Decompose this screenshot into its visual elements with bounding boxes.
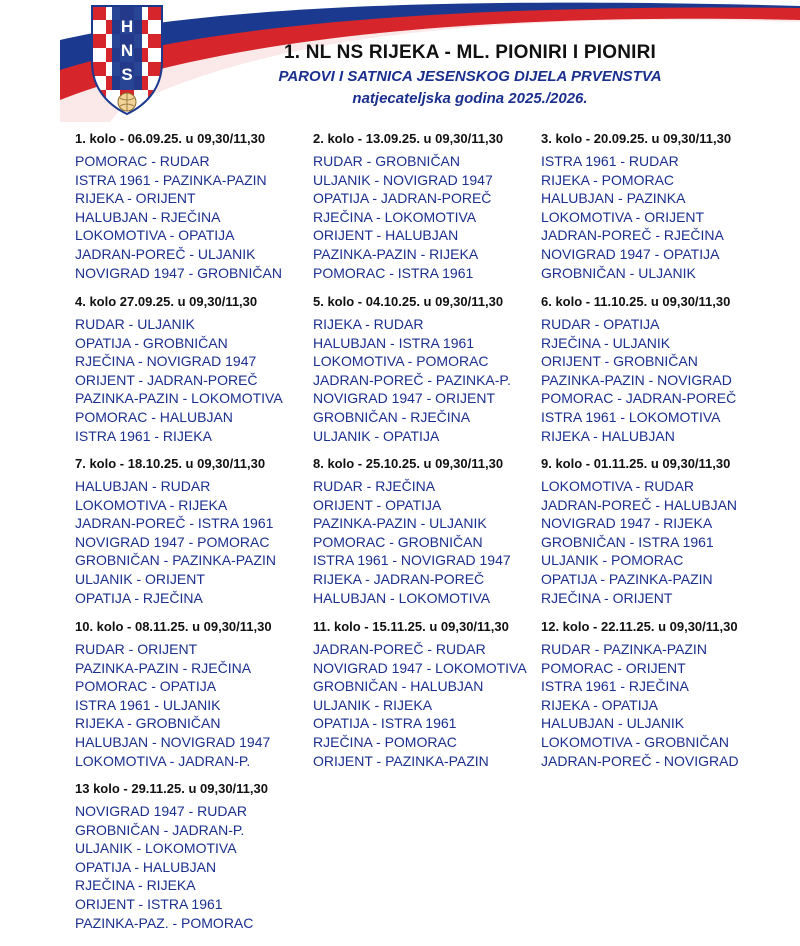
match-pair: ISTRA 1961 - NOVIGRAD 1947 — [313, 552, 511, 569]
round-title: 9. kolo - 01.11.25. u 09,30/11,30 — [541, 456, 731, 471]
match-list — [313, 152, 563, 282]
match-pair: ISTRA 1961 - ULJANIK — [75, 696, 221, 713]
match-pair: HALUBJAN - RJEČINA — [75, 208, 221, 225]
match-pair: LOKOMOTIVA - GROBNIČAN — [541, 733, 729, 750]
match-pair: GROBNIČAN - ISTRA 1961 — [541, 533, 714, 550]
match-pair: LOKOMOTIVA - POMORAC — [313, 353, 489, 370]
match-pair: JADRAN-POREČ - NOVIGRAD — [541, 752, 739, 769]
match-pair: OPATIJA - GROBNIČAN — [75, 334, 228, 351]
match-list — [541, 315, 791, 445]
match-pair: NOVIGRAD 1947 - RUDAR — [75, 803, 247, 819]
match-pair: RJEČINA - ULJANIK — [541, 334, 671, 351]
match-list — [75, 152, 325, 282]
match-pair: JADRAN-POREČ - RJEČINA — [541, 227, 724, 244]
match-pair: LOKOMOTIVA - RUDAR — [541, 478, 694, 494]
match-pair: ULJANIK - ORIJENT — [75, 570, 205, 587]
match-pair: JADRAN-POREČ - HALUBJAN — [541, 496, 738, 513]
match-pair: RJEČINA - POMORAC — [313, 733, 457, 750]
match-list — [75, 640, 325, 770]
hns-logo-crest-icon — [82, 2, 172, 120]
match-pair: RIJEKA - HALUBJAN — [541, 427, 675, 444]
round-block — [313, 618, 563, 770]
match-pair: ULJANIK - POMORAC — [541, 552, 684, 569]
round-title: 1. kolo - 06.09.25. u 09,30/11,30 — [75, 131, 266, 146]
match-pair: OPATIJA - ISTRA 1961 — [313, 715, 457, 732]
match-pair: OPATIJA - PAZINKA-PAZIN — [541, 570, 713, 587]
match-pair: RIJEKA - OPATIJA — [541, 696, 658, 713]
match-pair: GROBNIČAN - ULJANIK — [541, 264, 696, 281]
match-pair: ULJANIK - OPATIJA — [313, 427, 440, 444]
round-block — [75, 780, 325, 932]
match-pair: RUDAR - OPATIJA — [541, 316, 660, 332]
match-pair: ISTRA 1961 - RUDAR — [541, 153, 679, 169]
match-pair: RJEČINA - RIJEKA — [75, 877, 196, 894]
match-pair: RIJEKA - JADRAN-POREČ — [313, 570, 485, 587]
round-block — [541, 293, 791, 445]
match-pair: RIJEKA - RUDAR — [313, 316, 424, 332]
round-title: 11. kolo - 15.11.25. u 09,30/11,30 — [313, 619, 509, 634]
match-pair: JADRAN-POREČ - ULJANIK — [75, 245, 256, 262]
round-title: 7. kolo - 18.10.25. u 09,30/11,30 — [75, 456, 266, 471]
match-pair: JADRAN-POREČ - ISTRA 1961 — [75, 515, 274, 532]
match-pair: GROBNIČAN - JADRAN-P. — [75, 821, 245, 838]
match-list — [75, 802, 325, 932]
round-block — [75, 618, 325, 770]
match-pair: LOKOMOTIVA - JADRAN-P. — [75, 752, 251, 769]
match-pair: LOKOMOTIVA - OPATIJA — [75, 227, 235, 244]
match-pair: HALUBJAN - NOVIGRAD 1947 — [75, 733, 271, 750]
match-pair: JADRAN-POREČ - PAZINKA-P. — [313, 371, 511, 388]
match-pair: LOKOMOTIVA - RIJEKA — [75, 496, 228, 513]
round-block — [313, 130, 563, 282]
match-pair: JADRAN-POREČ - RUDAR — [313, 641, 486, 657]
match-pair: POMORAC - OPATIJA — [75, 678, 217, 695]
round-title: 13 kolo - 29.11.25. u 09,30/11,30 — [75, 781, 268, 796]
match-pair: NOVIGRAD 1947 - RIJEKA — [541, 515, 713, 532]
round-block — [313, 455, 563, 607]
match-list — [541, 640, 791, 770]
match-pair: PAZINKA-PAZIN - NOVIGRAD — [541, 371, 732, 388]
match-pair: PAZINKA-PAZ. - POMORAC — [75, 914, 254, 931]
round-block — [541, 618, 791, 770]
match-list — [313, 477, 563, 607]
round-block — [541, 130, 791, 282]
match-pair: RJEČINA - NOVIGRAD 1947 — [75, 353, 257, 370]
match-list — [313, 640, 563, 770]
match-pair: HALUBJAN - LOKOMOTIVA — [313, 589, 491, 606]
match-pair: ORIJENT - GROBNIČAN — [541, 353, 698, 370]
match-pair: POMORAC - RUDAR — [75, 153, 210, 169]
round-title: 3. kolo - 20.09.25. u 09,30/11,30 — [541, 131, 732, 146]
match-pair: ORIJENT - OPATIJA — [313, 496, 442, 513]
round-title: 6. kolo - 11.10.25. u 09,30/11,30 — [541, 294, 731, 309]
match-pair: RUDAR - GROBNIČAN — [313, 153, 461, 169]
match-pair: POMORAC - ORIJENT — [541, 659, 686, 676]
match-pair: PAZINKA-PAZIN - RIJEKA — [313, 245, 479, 262]
match-pair: ULJANIK - RIJEKA — [313, 696, 433, 713]
match-pair: ISTRA 1961 - PAZINKA-PAZIN — [75, 171, 267, 188]
match-list — [75, 315, 325, 445]
match-pair: PAZINKA-PAZIN - ULJANIK — [313, 515, 487, 532]
match-pair: POMORAC - JADRAN-POREČ — [541, 390, 737, 407]
match-pair: OPATIJA - HALUBJAN — [75, 858, 217, 875]
match-list — [541, 152, 791, 282]
match-pair: PAZINKA-PAZIN - RJEČINA — [75, 659, 252, 676]
match-pair: GROBNIČAN - HALUBJAN — [313, 678, 484, 695]
match-pair: ORIJENT - ISTRA 1961 — [75, 895, 223, 912]
match-pair: RUDAR - ULJANIK — [75, 316, 195, 332]
match-pair: NOVIGRAD 1947 - POMORAC — [75, 533, 270, 550]
match-pair: OPATIJA - RJEČINA — [75, 589, 203, 606]
match-pair: NOVIGRAD 1947 - LOKOMOTIVA — [313, 659, 527, 676]
round-title: 8. kolo - 25.10.25. u 09,30/11,30 — [313, 456, 504, 471]
round-block — [541, 455, 791, 607]
season-label: natjecateljska godina 2025./2026. — [352, 90, 588, 107]
match-list — [75, 477, 325, 607]
league-title: 1. NL NS RIJEKA - ML. PIONIRI I PIONIRI — [283, 42, 656, 63]
match-pair: POMORAC - ISTRA 1961 — [313, 264, 474, 281]
svg-text:N: N — [120, 41, 134, 60]
match-pair: RUDAR - RJEČINA — [313, 478, 436, 494]
round-block — [313, 293, 563, 445]
match-pair: ISTRA 1961 - RIJEKA — [75, 427, 212, 444]
match-pair: RIJEKA - ORIJENT — [75, 190, 196, 207]
round-block — [75, 130, 325, 282]
round-title: 2. kolo - 13.09.25. u 09,30/11,30 — [313, 131, 504, 146]
match-pair: HALUBJAN - PAZINKA — [541, 190, 686, 207]
svg-text:H: H — [120, 17, 134, 36]
match-list — [541, 477, 791, 607]
match-pair: ORIJENT - HALUBJAN — [313, 227, 459, 244]
match-pair: GROBNIČAN - RJEČINA — [313, 408, 471, 425]
match-pair: HALUBJAN - ULJANIK — [541, 715, 685, 732]
match-pair: HALUBJAN - RUDAR — [75, 478, 211, 494]
match-pair: NOVIGRAD 1947 - GROBNIČAN — [75, 264, 282, 281]
match-pair: ULJANIK - NOVIGRAD 1947 — [313, 171, 493, 188]
match-pair: RUDAR - PAZINKA-PAZIN — [541, 641, 707, 657]
match-pair: LOKOMOTIVA - ORIJENT — [541, 208, 705, 225]
schedule-subtitle: PAROVI I SATNICA JESENSKOG DIJELA PRVENSTVA — [278, 68, 662, 85]
match-pair: ORIJENT - PAZINKA-PAZIN — [313, 752, 489, 769]
match-list — [313, 315, 563, 445]
match-pair: RUDAR - ORIJENT — [75, 641, 198, 657]
match-pair: POMORAC - HALUBJAN — [75, 408, 233, 425]
match-pair: RJEČINA - LOKOMOTIVA — [313, 208, 477, 225]
match-pair: GROBNIČAN - PAZINKA-PAZIN — [75, 552, 276, 569]
match-pair: RJEČINA - ORIJENT — [541, 589, 673, 606]
match-pair: RIJEKA - POMORAC — [541, 171, 675, 188]
round-title: 12. kolo - 22.11.25. u 09,30/11,30 — [541, 619, 738, 634]
match-pair: POMORAC - GROBNIČAN — [313, 533, 483, 550]
match-pair: ULJANIK - LOKOMOTIVA — [75, 840, 237, 857]
round-title: 4. kolo 27.09.25. u 09,30/11,30 — [75, 294, 258, 309]
match-pair: NOVIGRAD 1947 - ORIJENT — [313, 390, 496, 407]
header — [0, 0, 800, 122]
match-pair: OPATIJA - JADRAN-POREČ — [313, 190, 492, 207]
title-block — [190, 40, 750, 109]
round-block — [75, 293, 325, 445]
match-pair: ORIJENT - JADRAN-POREČ — [75, 371, 258, 388]
match-pair: PAZINKA-PAZIN - LOKOMOTIVA — [75, 390, 283, 407]
match-pair: ISTRA 1961 - RJEČINA — [541, 678, 689, 695]
round-title: 5. kolo - 04.10.25. u 09,30/11,30 — [313, 294, 504, 309]
round-block — [75, 455, 325, 607]
match-pair: NOVIGRAD 1947 - OPATIJA — [541, 245, 720, 262]
match-pair: HALUBJAN - ISTRA 1961 — [313, 334, 475, 351]
round-title: 10. kolo - 08.11.25. u 09,30/11,30 — [75, 619, 272, 634]
match-pair: RIJEKA - GROBNIČAN — [75, 715, 221, 732]
match-pair: ISTRA 1961 - LOKOMOTIVA — [541, 408, 721, 425]
svg-text:S: S — [121, 65, 133, 84]
